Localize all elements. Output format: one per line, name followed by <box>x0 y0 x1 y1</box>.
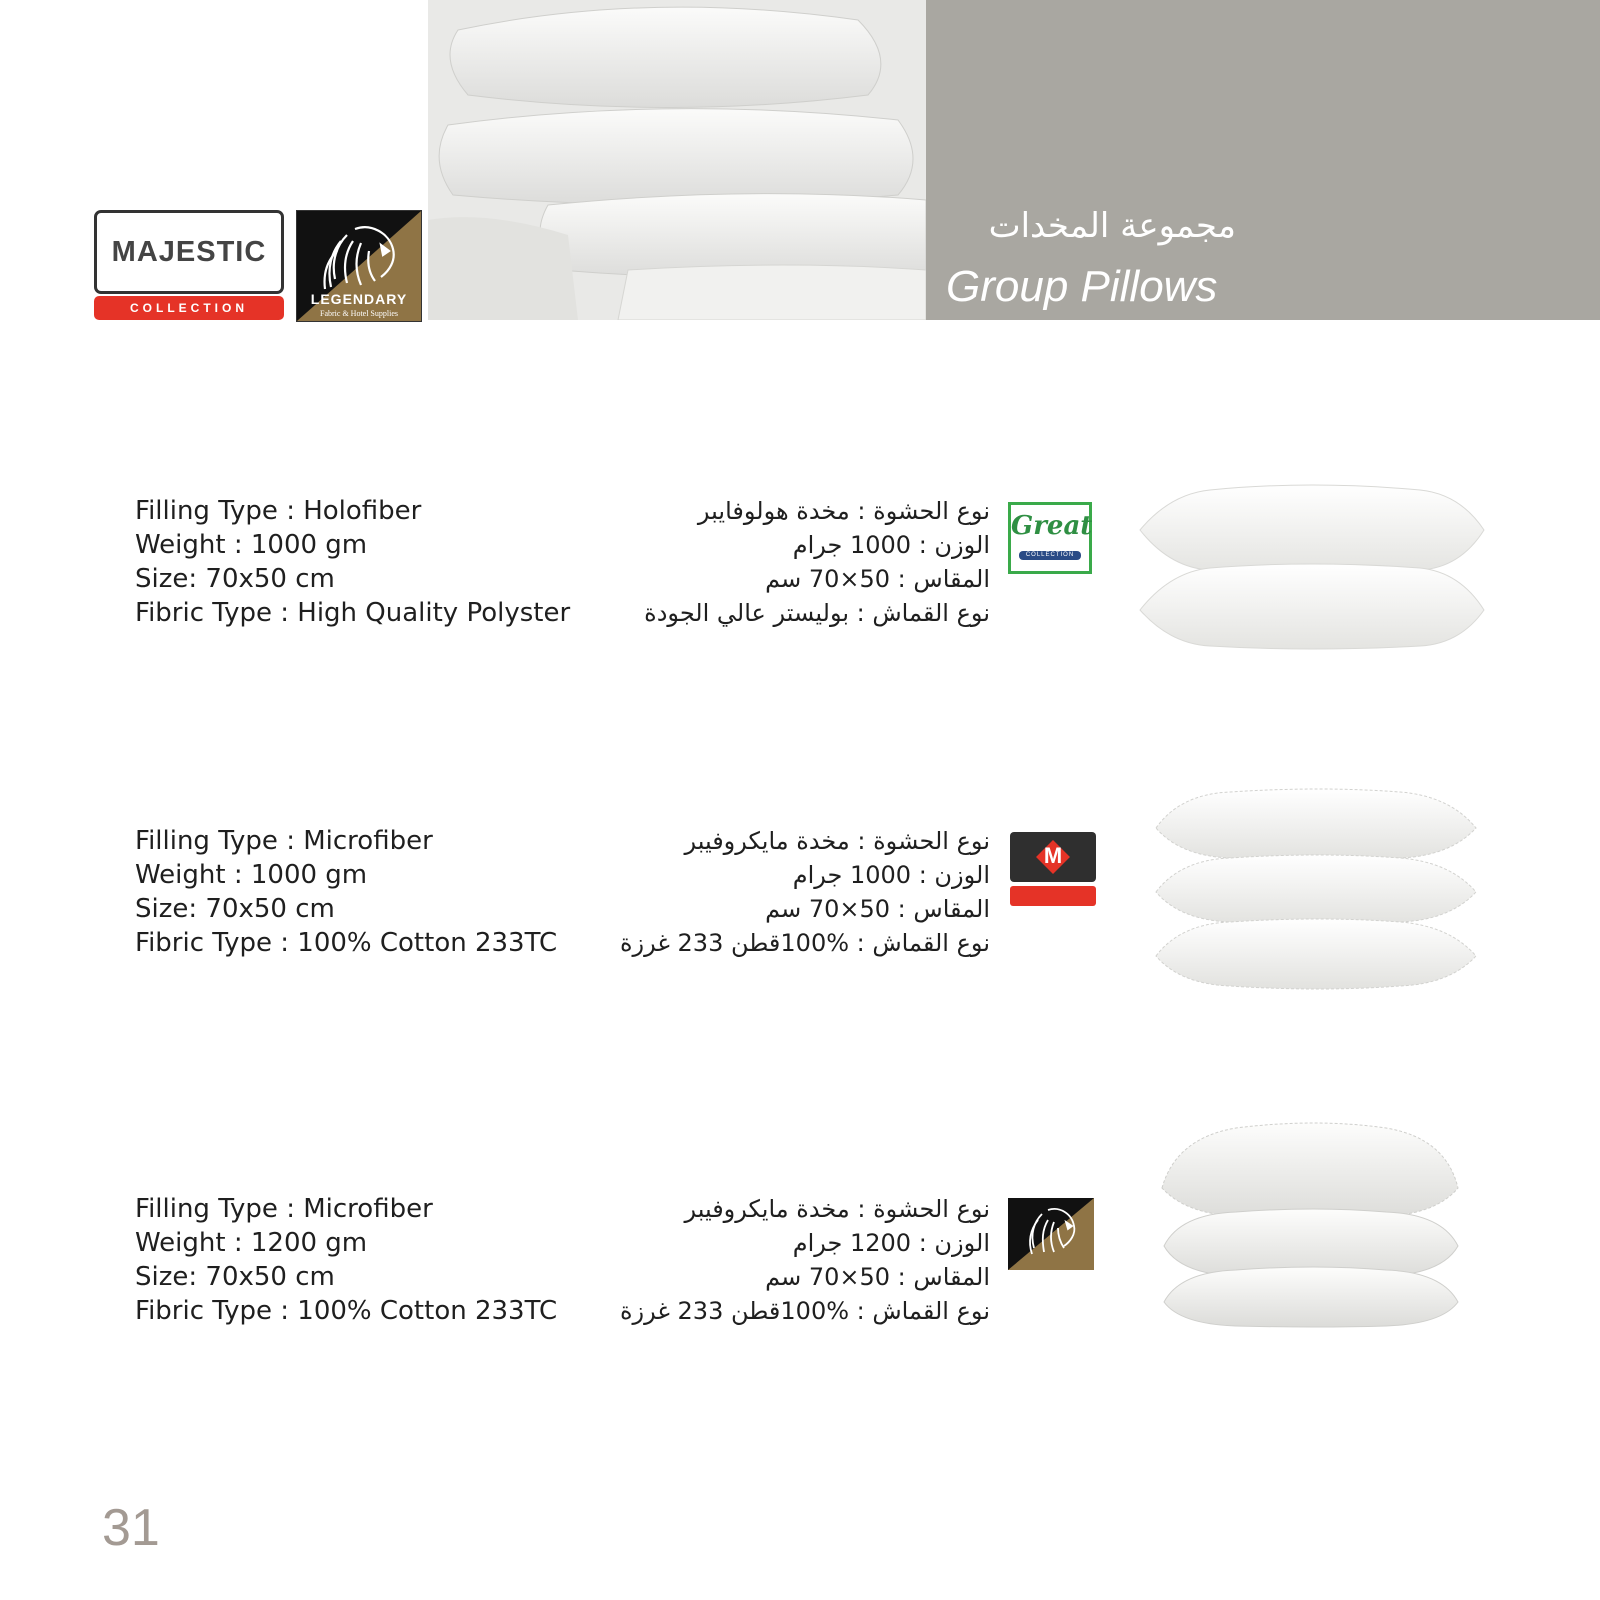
size: Size: 70x50 cm <box>135 564 335 594</box>
product-image-two-pillows <box>1130 472 1494 652</box>
majestic-badge-bar <box>1010 886 1096 906</box>
lion-head-icon <box>1008 1198 1094 1270</box>
filling-type-arabic: نوع الحشوة : مخدة هولوفايبر <box>697 497 990 525</box>
majestic-badge <box>1010 832 1096 906</box>
weight: Weight : 1000 gm <box>135 860 368 890</box>
header-pillows-photo <box>428 0 926 320</box>
weight-arabic: الوزن : 1000 جرام <box>792 531 990 559</box>
majestic-logo-sub: COLLECTION <box>94 296 284 320</box>
weight: Weight : 1000 gm <box>135 530 368 560</box>
product-row <box>0 494 1600 664</box>
filling-type: Filling Type : Microfiber <box>135 826 433 856</box>
product-specs-english <box>135 824 605 960</box>
product-specs-arabic <box>590 824 990 960</box>
product-row <box>0 1192 1600 1362</box>
size: Size: 70x50 cm <box>135 894 335 924</box>
filling-type-arabic: نوع الحشوة : مخدة مايكروفيبر <box>684 827 990 855</box>
page-title-arabic: مجموعة المخدات <box>988 206 1236 246</box>
page-title: Group Pillows <box>946 262 1218 311</box>
product-specs-arabic <box>590 1192 990 1328</box>
majestic-badge-top <box>1010 832 1096 882</box>
weight-arabic: الوزن : 1200 جرام <box>792 1229 990 1257</box>
size-arabic: المقاس : 50×70 سم <box>765 565 990 593</box>
weight: Weight : 1200 gm <box>135 1228 368 1258</box>
filling-type-arabic: نوع الحشوة : مخدة مايكروفيبر <box>684 1195 990 1223</box>
product-image-three-pillows <box>1150 784 1484 994</box>
great-logo-sub: COLLECTION <box>1019 551 1081 560</box>
product-row <box>0 824 1600 994</box>
product-specs-english <box>135 494 605 630</box>
page-number: 31 <box>102 1499 160 1557</box>
filling-type: Filling Type : Microfiber <box>135 1194 433 1224</box>
fabric-type-arabic: نوع القماش : %100قطن 233 غرزة <box>619 929 990 957</box>
fabric-type: Fibric Type : High Quality Polyster <box>135 598 571 628</box>
majestic-logo-name: MAJESTIC <box>94 210 284 294</box>
legendary-logo-name: LEGENDARY <box>310 291 408 307</box>
legendary-logo-sub: Fabric & Hotel Supplies <box>320 309 398 318</box>
size-arabic: المقاس : 50×70 سم <box>765 895 990 923</box>
fabric-type: Fibric Type : 100% Cotton 233TC <box>135 928 558 958</box>
product-specs-english <box>135 1192 605 1328</box>
majestic-badge-letter: M <box>1043 843 1063 868</box>
product-image-three-pillows <box>1156 1118 1466 1328</box>
filling-type: Filling Type : Holofiber <box>135 496 422 526</box>
size: Size: 70x50 cm <box>135 1262 335 1292</box>
header-title-panel <box>926 0 1600 320</box>
pillow-stack-illustration <box>428 0 926 320</box>
great-logo-text: Great <box>1011 511 1093 541</box>
fabric-type: Fibric Type : 100% Cotton 233TC <box>135 1296 558 1326</box>
great-collection-badge <box>1008 502 1092 574</box>
legendary-logo <box>296 210 422 322</box>
weight-arabic: الوزن : 1000 جرام <box>792 861 990 889</box>
product-specs-arabic <box>590 494 990 630</box>
size-arabic: المقاس : 50×70 سم <box>765 1263 990 1291</box>
fabric-type-arabic: نوع القماش : بوليستر عالي الجودة <box>644 599 990 627</box>
fabric-type-arabic: نوع القماش : %100قطن 233 غرزة <box>619 1297 990 1325</box>
majestic-logo <box>94 210 284 322</box>
